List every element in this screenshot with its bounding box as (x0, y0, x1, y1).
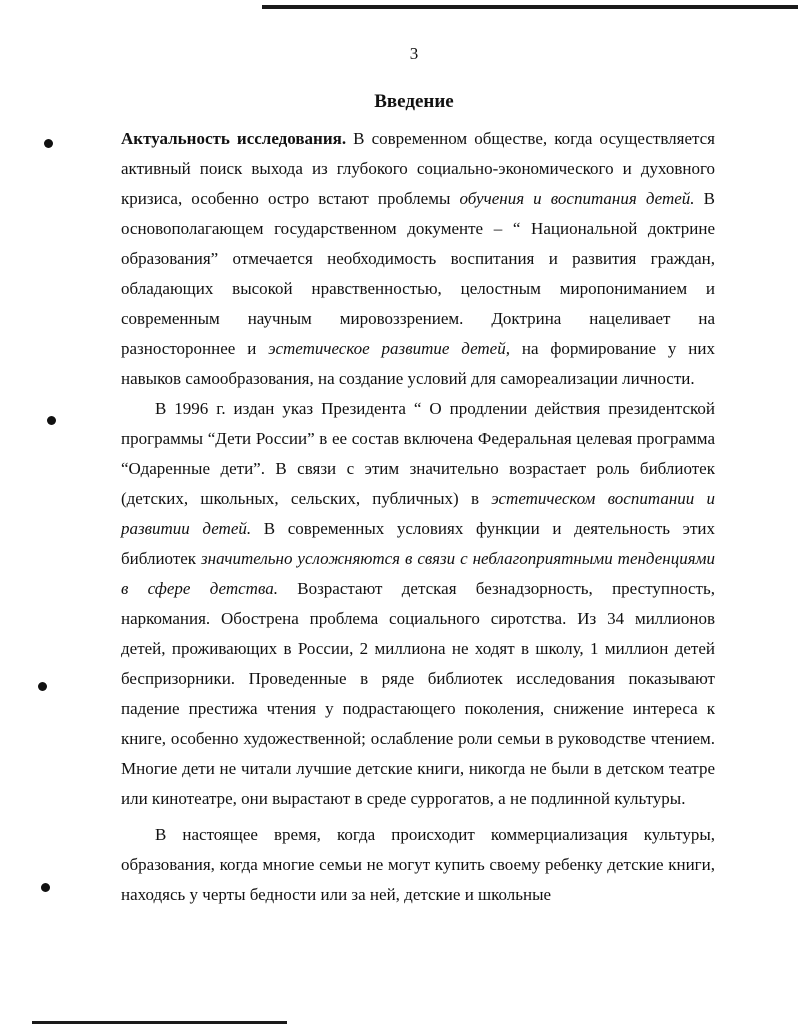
body-text (121, 124, 715, 910)
binder-hole-mark (47, 416, 56, 425)
binder-hole-mark (38, 682, 47, 691)
text-span: В основополагающем государственном документе – “ Национальной доктрине образования” отмечается необходимость воспитания и развития граждан, обладающих высокой нравственностью, целостным миропониманием и современным научным мировоззрением. Доктрина нацеливает на разностороннее и (121, 189, 715, 358)
paragraph-present-time (121, 820, 715, 910)
scan-edge-line-top (262, 5, 798, 9)
text-span: В 1996 г. издан указ Президента “ О продлении действия президентской программы “Дети России” в ее состав включена Федеральная целевая программа “Одаренные дети”. В связи с этим значительно возрастает роль библиотек (детских, школьных, сельских, публичных) в (121, 399, 715, 508)
text-span: В настоящее время, когда происходит коммерциализация культуры, образования, когда многие семьи не могут купить своему ребенку детские книги, находясь у черты бедности или за ней, детские и школьные (121, 825, 715, 904)
binder-hole-mark (44, 139, 53, 148)
binder-hole-mark (41, 883, 50, 892)
text-span: Возрастают детская безнадзорность, преступность, наркомания. Обострена проблема социального сиротства. Из 34 миллионов детей, проживающих в России, 2 миллиона не ходят в школу, 1 миллион детей беспризорники. Проведенные в ряде библиотек исследования показывают падение престижа чтения у подрастающего поколения, снижение интереса к книге, особенно художественной; ослабление роли семьи в руководстве чтением. Многие дети не читали лучшие детские книги, никогда не были в детском театре или кинотеатре, они вырастают в среде суррогатов, а не подлинной культуры. (121, 579, 715, 808)
paragraph-relevance (121, 124, 715, 394)
emphasis-span: эстетическое развитие детей, (268, 339, 510, 358)
text-span: В современных условиях функции и деятельность этих библиотек (121, 519, 715, 568)
text-span: на формирование у них навыков самообразования, на создание условий для самореализации личности. (121, 339, 715, 388)
paragraph-decree (121, 394, 715, 814)
relevance-lead: Актуальность исследования. (121, 129, 347, 148)
text-span: В современном обществе, когда осуществляется активный поиск выхода из глубокого социально-экономического и духовного кризиса, особенно остро встают проблемы (121, 129, 715, 208)
emphasis-span: значительно усложняются в связи с неблагоприятными тенденциями в сфере детства. (121, 549, 715, 598)
emphasis-span: обучения и воспитания детей. (459, 189, 695, 208)
page-number: 3 (409, 44, 419, 63)
emphasis-span: эстетическом воспитании и развитии детей. (121, 489, 716, 538)
section-heading: Введение (374, 91, 454, 112)
scan-edge-line-bottom (32, 1021, 287, 1024)
